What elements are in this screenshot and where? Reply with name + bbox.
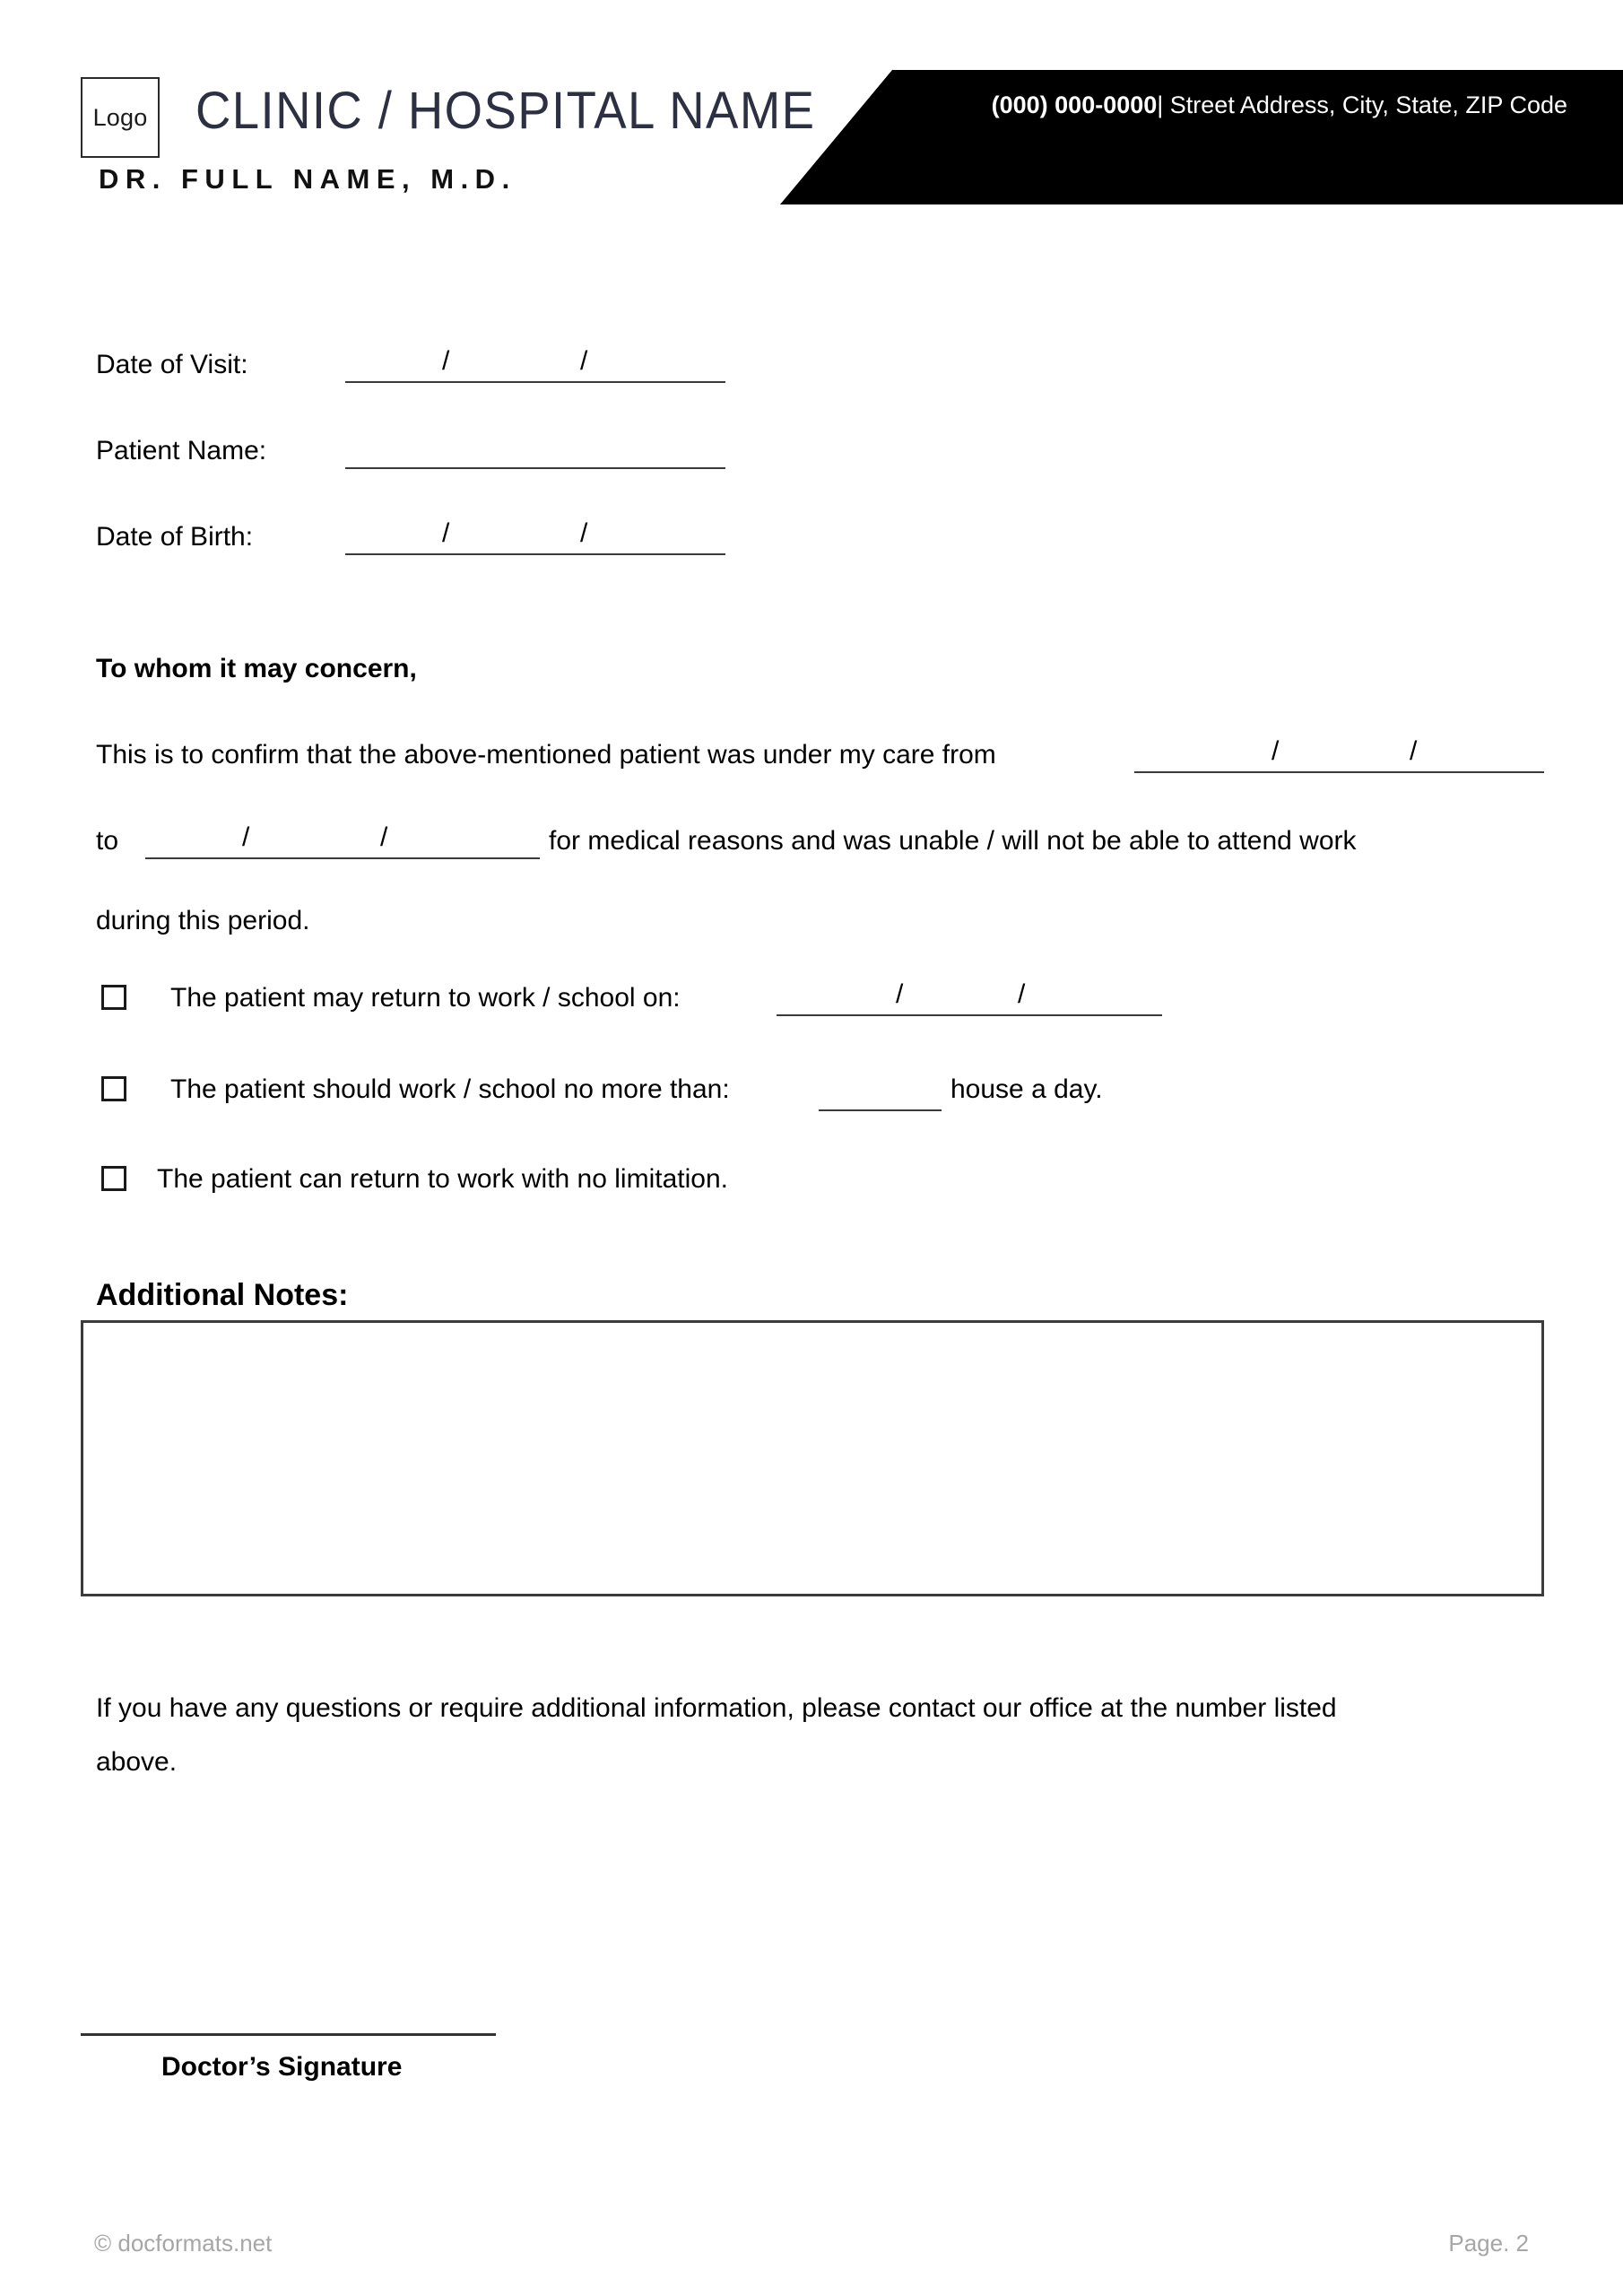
address-separator: | [1157, 91, 1170, 118]
confirmation-line-3: during this period. [96, 906, 310, 935]
confirmation-line-2-prefix: to [96, 826, 119, 856]
doctor-signature-label: Doctor’s Signature [161, 2052, 403, 2082]
hours-per-day-input[interactable] [819, 1109, 942, 1111]
return-date-slash-1: / [896, 979, 904, 1009]
banner-contact-line [0, 91, 1567, 119]
date-of-visit-input[interactable] [345, 381, 725, 383]
checkbox-label-2: The patient should work / school no more than: [170, 1074, 730, 1104]
checkbox-reduced-hours[interactable] [101, 1076, 126, 1101]
care-to-slash-1: / [242, 822, 250, 852]
checkbox-label-3: The patient can return to work with no limitation. [157, 1164, 728, 1194]
document-header [0, 0, 1623, 206]
care-to-slash-2: / [380, 822, 388, 852]
care-from-date-input[interactable] [1134, 771, 1544, 773]
patient-name-input[interactable] [345, 467, 725, 469]
care-from-slash-2: / [1410, 736, 1418, 766]
clinic-address: Street Address, City, State, ZIP Code [1169, 91, 1567, 118]
closing-line-2: above. [96, 1747, 178, 1777]
confirmation-line-2-suffix: for medical reasons and was unable / will not be able to attend work [549, 826, 1357, 856]
date-of-birth-slash-2: / [580, 518, 588, 548]
date-of-birth-input[interactable] [345, 553, 725, 555]
hours-per-day-suffix: house a day. [950, 1074, 1103, 1104]
logo-placeholder-text: Logo [92, 103, 148, 131]
date-of-birth-slash-1: / [442, 518, 450, 548]
doctor-signature-input[interactable] [81, 2033, 496, 2036]
confirmation-line-1: This is to confirm that the above-mentioned patient was under my care from [96, 740, 996, 770]
closing-line-1: If you have any questions or require additional information, please contact our office at the number listed [96, 1693, 1337, 1723]
return-date-input[interactable] [777, 1014, 1162, 1016]
date-of-visit-label: Date of Visit: [96, 350, 248, 379]
additional-notes-heading: Additional Notes: [96, 1278, 349, 1312]
footer-page-number: Page. 2 [1448, 2230, 1529, 2257]
salutation: To whom it may concern, [96, 654, 417, 683]
clinic-phone: (000) 000-0000 [991, 91, 1158, 118]
additional-notes-input[interactable] [81, 1320, 1544, 1596]
checkbox-no-limitation[interactable] [101, 1166, 126, 1191]
clinic-name: CLINIC / HOSPITAL NAME [195, 82, 816, 140]
doctors-note-banner [771, 70, 1623, 204]
date-of-visit-slash-1: / [442, 346, 450, 376]
date-of-visit-slash-2: / [580, 346, 588, 376]
care-to-date-input[interactable] [145, 857, 540, 859]
footer-copyright: © docformats.net [94, 2230, 273, 2257]
banner-title: DOCTOR’S NOTE [1173, 17, 1567, 74]
checkbox-return-to-work-date[interactable] [101, 985, 126, 1010]
checkbox-label-1: The patient may return to work / school on: [170, 983, 681, 1013]
date-of-birth-label: Date of Birth: [96, 522, 254, 552]
return-date-slash-2: / [1018, 979, 1026, 1009]
patient-name-label: Patient Name: [96, 436, 267, 465]
care-from-slash-1: / [1271, 736, 1280, 766]
doctor-name: DR. FULL NAME, M.D. [99, 163, 516, 195]
